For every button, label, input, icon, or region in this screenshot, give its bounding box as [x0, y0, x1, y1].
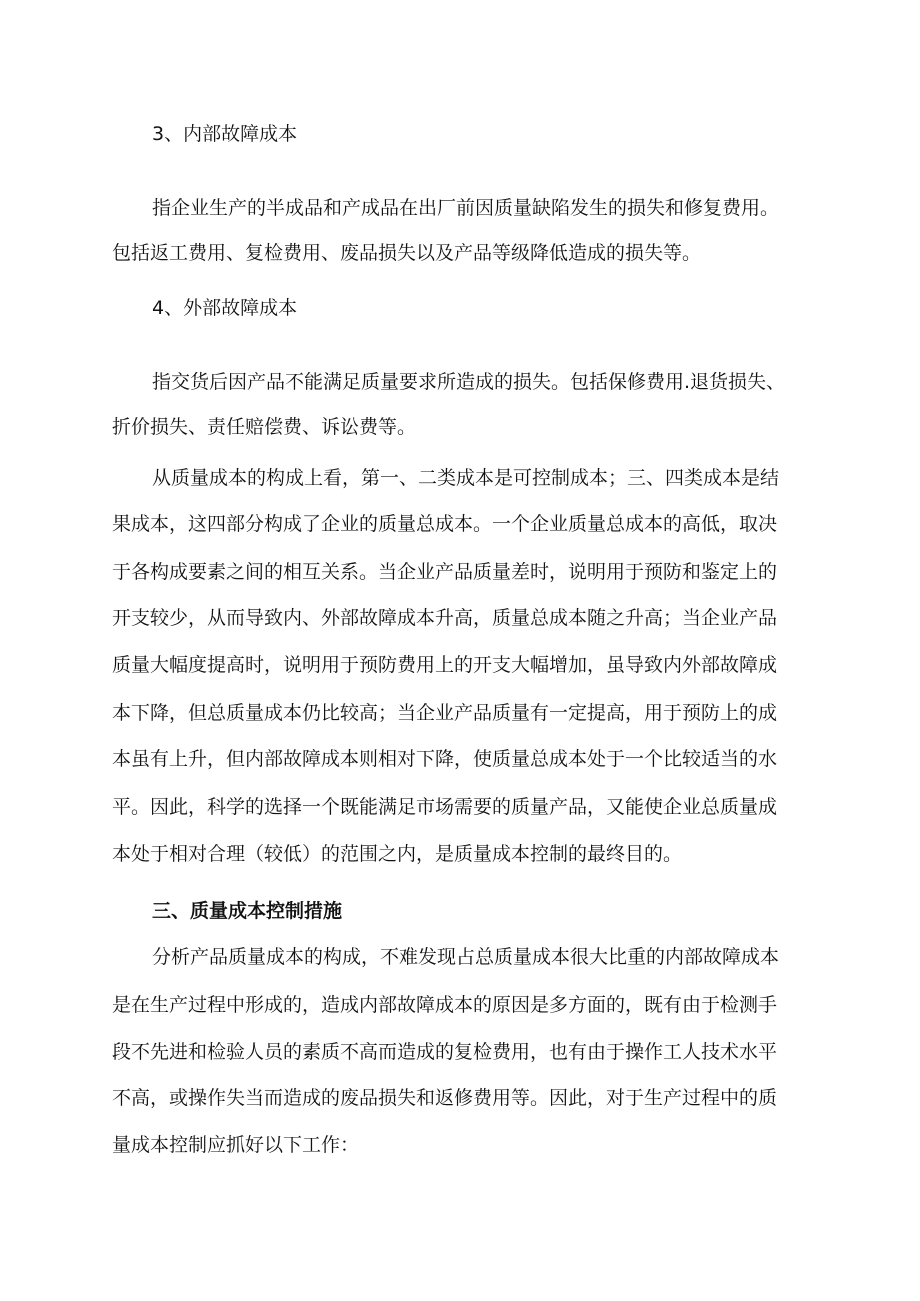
heading-internal-failure-cost: 3、内部故障成本: [152, 123, 298, 145]
paragraph-line: 是在生产过程中形成的，造成内部故障成本的原因是多方面的，既有由于检测手: [112, 994, 778, 1016]
paragraph-line: 分析产品质量成本的构成，不难发现占总质量成本很大比重的内部故障成本: [152, 946, 780, 968]
paragraph-line: 从质量成本的构成上看，第一、二类成本是可控制成本；三、四类成本是结: [152, 467, 780, 489]
paragraph-line: 本处于相对合理（较低）的范围之内，是质量成本控制的最终目的。: [112, 843, 683, 865]
paragraph-line: 于各构成要素之间的相互关系。当企业产品质量差时，说明用于预防和鉴定上的: [112, 561, 778, 583]
paragraph-line: 指企业生产的半成品和产成品在出厂前因质量缺陷发生的损失和修复费用。: [152, 197, 780, 219]
heading-external-failure-cost: 4、外部故障成本: [152, 297, 298, 319]
paragraph-line: 开支较少，从而导致内、外部故障成本升高，质量总成本随之升高；当企业产品: [112, 607, 778, 629]
paragraph-line: 平。因此，科学的选择一个既能满足市场需要的质量产品，又能使企业总质量成: [112, 796, 778, 818]
paragraph-line: 不高，或操作失当而造成的废品损失和返修费用等。因此，对于生产过程中的质: [112, 1087, 778, 1109]
paragraph-line: 质量大幅度提高时，说明用于预防费用上的开支大幅增加，虽导致内外部故障成: [112, 654, 778, 676]
paragraph-line: 本虽有上升，但内部故障成本则相对下降，使质量总成本处于一个比较适当的水: [112, 748, 778, 770]
section-heading-quality-cost-control: 三、质量成本控制措施: [152, 900, 343, 922]
paragraph-line: 本下降，但总质量成本仍比较高；当企业产品质量有一定提高，用于预防上的成: [112, 702, 778, 724]
paragraph-line: 包括返工费用、复检费用、废品损失以及产品等级降低造成的损失等。: [112, 242, 702, 264]
paragraph-line: 量成本控制应抓好以下工作：: [112, 1134, 360, 1156]
paragraph-line: 段不先进和检验人员的素质不高而造成的复检费用，也有由于操作工人技术水平: [112, 1041, 778, 1063]
paragraph-line: 指交货后因产品不能满足质量要求所造成的损失。包括保修费用.退货损失、: [152, 371, 786, 393]
paragraph-line: 果成本，这四部分构成了企业的质量总成本。一个企业质量总成本的高低，取决: [112, 513, 778, 535]
paragraph-line: 折价损失、责任赔偿费、诉讼费等。: [112, 416, 417, 438]
